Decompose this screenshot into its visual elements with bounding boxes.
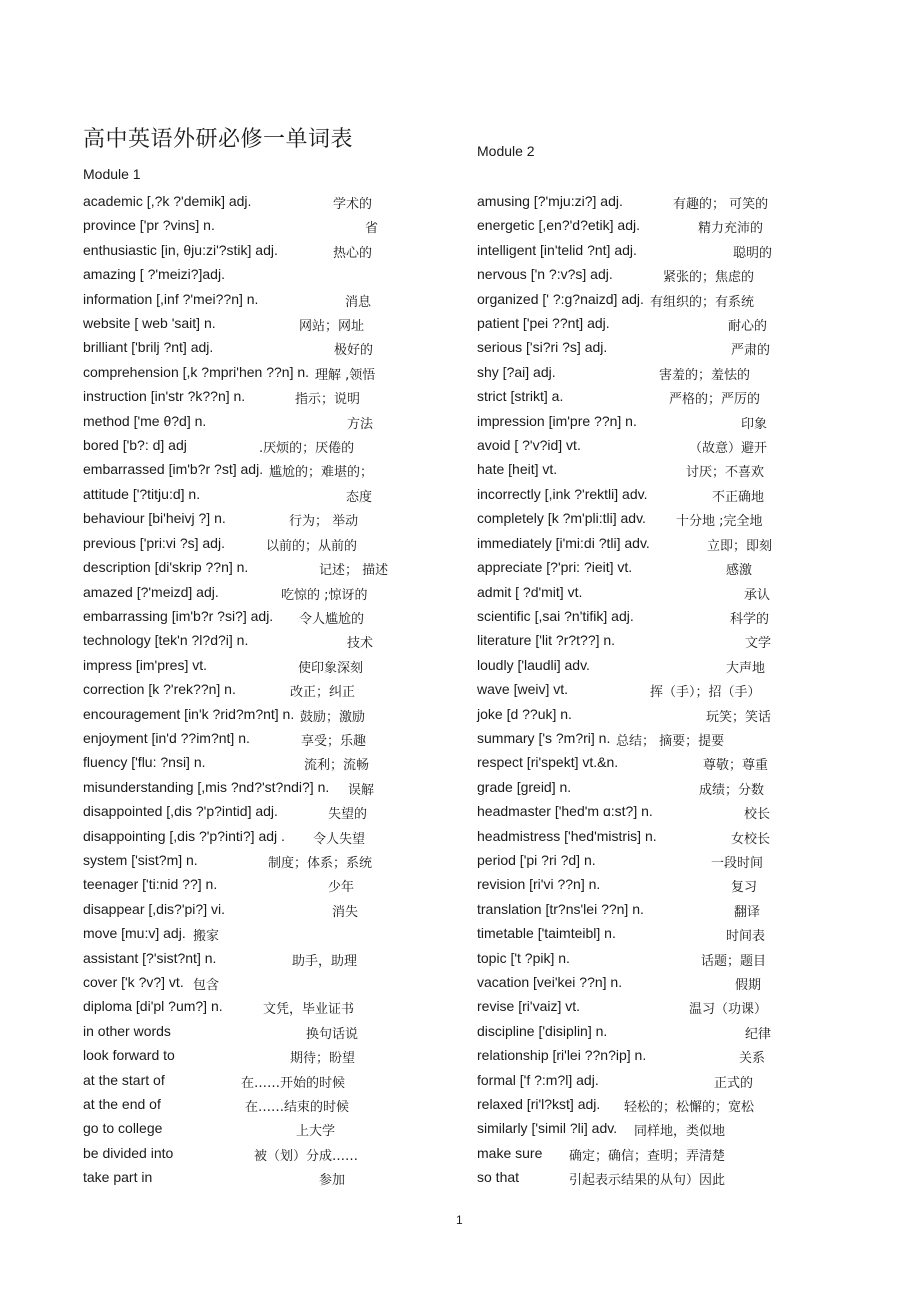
entry-meaning: 严格的；严厉的: [669, 392, 761, 408]
word-entry: [83, 336, 403, 360]
word-entry: [83, 898, 403, 922]
entry-meaning: 耐心的: [728, 319, 768, 335]
word-entry: [83, 1093, 403, 1117]
module-2-word-list: [477, 190, 797, 1191]
entry-word: embarrassed [im'b?r ?st] adj.: [83, 461, 264, 478]
word-entry: [477, 825, 797, 849]
entry-word: headmaster ['hed'm ɑ:st?] n.: [477, 803, 653, 820]
word-entry: [83, 507, 403, 531]
word-entry: [83, 995, 403, 1019]
entry-word: go to college: [83, 1120, 163, 1137]
entry-word: embarrassing [im'b?r ?si?] adj.: [83, 607, 274, 624]
entry-word: fluency ['flu: ?nsi] n.: [83, 754, 206, 771]
entry-meaning: 文凭，毕业证书: [263, 1002, 355, 1018]
word-entry: [83, 629, 403, 653]
entry-meaning: 尊敬；尊重: [703, 758, 769, 774]
entry-meaning: 正式的: [714, 1075, 754, 1091]
entry-word: comprehension [,k ?mpri'hen ??n] n.: [83, 363, 310, 380]
entry-word: impress [im'pres] vt.: [83, 656, 208, 673]
entry-meaning: 校长: [744, 807, 771, 823]
entry-meaning: 十分地 ;完全地: [676, 514, 763, 530]
entry-word: amazing [ ?'meizi?]adj.: [83, 266, 225, 283]
word-entry: [83, 1044, 403, 1068]
entry-meaning: 消息: [345, 294, 372, 310]
entry-word: academic [,?k ?'demik] adj.: [83, 193, 252, 209]
word-entry: [477, 776, 797, 800]
word-entry: [83, 214, 403, 238]
entry-meaning: 总结； 摘要；提要: [616, 733, 725, 749]
word-entry: [83, 800, 403, 824]
page-title: 高中英语外研必修一单词表: [83, 127, 354, 152]
word-entry: [477, 581, 797, 605]
entry-meaning: 有组织的；有系统: [650, 294, 755, 310]
entry-word: be divided into: [83, 1144, 174, 1161]
word-entry: [83, 605, 403, 629]
entry-word: behaviour [bi'heivj ?] n.: [83, 510, 226, 527]
word-entry: [477, 995, 797, 1019]
entry-meaning: 不正确地: [712, 489, 765, 505]
entry-word: assistant [?'sist?nt] n.: [83, 949, 217, 966]
entry-word: diploma [di'pl ?um?] n.: [83, 998, 223, 1015]
entry-meaning: 流利；流畅: [304, 758, 370, 774]
entry-word: nervous ['n ?:v?s] adj.: [477, 266, 613, 283]
entry-meaning: 改正；纠正: [290, 685, 356, 701]
entry-meaning: 尴尬的；难堪的；: [269, 465, 374, 481]
entry-word: hate [heit] vt.: [477, 461, 558, 478]
entry-meaning: 承认: [744, 587, 771, 603]
entry-meaning: 确定；确信；查明；弄清楚: [569, 1148, 726, 1164]
entry-meaning: 文学: [745, 636, 772, 652]
entry-meaning: 假期: [735, 978, 762, 993]
entry-word: disappointed [,dis ?'p?intid] adj.: [83, 803, 278, 820]
word-entry: [477, 288, 797, 312]
entry-meaning: 一段时间: [711, 855, 764, 871]
entry-meaning: 热心的: [333, 245, 373, 261]
entry-meaning: 消失: [332, 904, 359, 920]
entry-word: at the start of: [83, 1071, 165, 1088]
word-entry: [83, 1166, 403, 1190]
word-entry: [477, 971, 797, 995]
entry-word: amazed [?'meizd] adj.: [83, 583, 219, 600]
entry-meaning: 搬家: [193, 929, 220, 945]
word-entry: [477, 1142, 797, 1166]
entry-meaning: 网站；网址: [299, 319, 365, 335]
entry-word: similarly ['simil ?li] adv.: [477, 1120, 618, 1137]
word-entry: [83, 239, 403, 263]
entry-meaning: 女校长: [731, 831, 771, 847]
entry-word: so that: [477, 1169, 520, 1186]
entry-meaning: 省: [365, 221, 379, 237]
word-entry: [83, 825, 403, 849]
word-entry: [477, 873, 797, 897]
word-entry: [477, 629, 797, 653]
entry-word: loudly ['laudli] adv.: [477, 656, 590, 673]
entry-meaning: 换句话说: [306, 1026, 359, 1042]
entry-word: relationship [ri'lei ??n?ip] n.: [477, 1047, 647, 1064]
word-entry: [83, 263, 403, 287]
word-entry: [477, 239, 797, 263]
word-entry: [477, 703, 797, 727]
word-entry: [83, 971, 403, 995]
word-entry: [477, 898, 797, 922]
entry-meaning: 在……结束的时候: [245, 1100, 350, 1116]
word-entry: [477, 849, 797, 873]
entry-meaning: 精力充沛的: [698, 221, 764, 237]
entry-meaning: 上大学: [296, 1124, 336, 1140]
entry-word: information [,inf ?'mei??n] n.: [83, 290, 259, 307]
entry-word: disappointing [,dis ?'p?inti?] adj .: [83, 827, 285, 844]
word-entry: [83, 947, 403, 971]
word-entry: [477, 361, 797, 385]
word-entry: [477, 654, 797, 678]
entry-meaning: 学术的: [333, 197, 373, 212]
entry-meaning: 使印象深刻: [298, 660, 364, 676]
word-entry: [83, 556, 403, 580]
word-entry: [477, 922, 797, 946]
word-entry: [83, 458, 403, 482]
entry-meaning: （故意）避开: [689, 441, 768, 457]
word-entry: [83, 434, 403, 458]
entry-meaning: 感激: [726, 563, 753, 579]
entry-meaning: 引起表示结果的从句）因此: [569, 1173, 726, 1189]
entry-word: revise [ri'vaiz] vt.: [477, 998, 581, 1015]
word-entry: [477, 556, 797, 580]
entry-meaning: 印象: [741, 416, 768, 432]
entry-word: misunderstanding [,mis ?nd?'st?ndi?] n.: [83, 778, 330, 795]
entry-word: headmistress ['hed'mistris] n.: [477, 827, 657, 844]
entry-word: admit [ ?d'mit] vt.: [477, 583, 583, 600]
entry-word: brilliant ['brilj ?nt] adj.: [83, 339, 214, 356]
entry-word: energetic [,en?'d?etik] adj.: [477, 217, 641, 234]
entry-meaning: 方法: [347, 416, 374, 432]
word-entry: [477, 263, 797, 287]
entry-word: grade [greid] n.: [477, 778, 572, 795]
entry-meaning: 轻松的；松懈的；宽松: [624, 1100, 755, 1116]
word-entry: [477, 410, 797, 434]
word-entry: [83, 654, 403, 678]
entry-meaning: 讨厌；不喜欢: [686, 465, 765, 481]
entry-word: serious ['si?ri ?s] adj.: [477, 339, 608, 356]
entry-word: province ['pr ?vins] n.: [83, 217, 215, 234]
entry-word: amusing [?'mju:zi?] adj.: [477, 193, 623, 209]
entry-word: scientific [,sai ?n'tifik] adj.: [477, 607, 634, 624]
entry-meaning: 制度；体系；系统: [268, 855, 373, 871]
word-entry: [83, 751, 403, 775]
entry-word: patient ['pei ??nt] adj.: [477, 315, 610, 332]
word-entry: [83, 727, 403, 751]
entry-meaning: 少年: [328, 880, 355, 896]
entry-meaning: 紧张的；焦虑的: [663, 270, 755, 286]
word-entry: [83, 922, 403, 946]
entry-meaning: 技术: [347, 636, 374, 652]
word-entry: [477, 1044, 797, 1068]
entry-word: formal ['f ?:m?l] adj.: [477, 1071, 599, 1088]
word-entry: [477, 1093, 797, 1117]
module-1-word-list: [83, 190, 403, 1191]
entry-meaning: 温习（功课）: [689, 1002, 768, 1018]
entry-meaning: 挥（手）；招（手）: [650, 685, 761, 701]
entry-meaning: 科学的: [730, 611, 770, 627]
entry-meaning: 纪律: [745, 1026, 772, 1042]
entry-meaning: 复习: [731, 880, 758, 896]
word-entry: [477, 385, 797, 409]
entry-word: revision [ri'vi ??n] n.: [477, 876, 601, 893]
word-entry: [83, 1069, 403, 1093]
entry-meaning: 立即；即刻: [707, 538, 773, 554]
entry-word: bored ['b?: d] adj: [83, 437, 187, 454]
entry-word: strict [strikt] a.: [477, 388, 564, 405]
entry-word: look forward to: [83, 1047, 175, 1064]
word-entry: [477, 800, 797, 824]
entry-meaning: 吃惊的 ;惊讶的: [281, 587, 368, 603]
entry-word: website [ web 'sait] n.: [83, 315, 216, 332]
word-entry: [477, 1020, 797, 1044]
entry-meaning: 时间表: [726, 929, 766, 945]
word-entry: [83, 288, 403, 312]
entry-meaning: 被（划）分成……: [254, 1148, 359, 1164]
word-entry: [83, 385, 403, 409]
entry-word: move [mu:v] adj.: [83, 925, 186, 942]
entry-word: literature ['lit ?r?t??] n.: [477, 632, 616, 649]
entry-word: completely [k ?m'pli:tli] adv.: [477, 510, 646, 527]
word-entry: [83, 312, 403, 336]
entry-word: wave [weiv] vt.: [477, 681, 569, 698]
entry-word: period ['pi ?ri ?d] n.: [477, 851, 596, 868]
entry-word: organized [' ?:g?naizd] adj.: [477, 290, 644, 307]
entry-word: in other words: [83, 1022, 171, 1039]
entry-word: appreciate [?'pri: ?ieit] vt.: [477, 559, 633, 576]
entry-meaning: 翻译: [734, 904, 761, 920]
word-entry: [477, 1069, 797, 1093]
entry-meaning: 鼓励；激励: [300, 709, 366, 725]
entry-meaning: 失望的: [328, 807, 368, 823]
word-entry: [477, 214, 797, 238]
entry-word: instruction [in'str ?k??n] n.: [83, 388, 246, 405]
entry-word: respect [ri'spekt] vt.&n.: [477, 754, 619, 771]
entry-word: summary ['s ?m?ri] n.: [477, 729, 611, 746]
word-entry: [477, 483, 797, 507]
word-entry: [477, 605, 797, 629]
word-entry: [477, 532, 797, 556]
entry-word: previous ['pri:vi ?s] adj.: [83, 534, 225, 551]
entry-meaning: 令人尴尬的: [299, 611, 365, 627]
entry-word: joke [d ??uk] n.: [477, 705, 572, 722]
entry-meaning: 包含: [193, 978, 220, 993]
entry-word: cover ['k ?v?] vt.: [83, 974, 184, 990]
entry-meaning: 以前的；从前的: [266, 538, 358, 554]
entry-meaning: 严肃的: [731, 343, 771, 359]
entry-meaning: 在……开始的时候: [241, 1075, 346, 1091]
entry-word: attitude ['?titju:d] n.: [83, 485, 201, 502]
entry-word: incorrectly [,ink ?'rektli] adv.: [477, 485, 648, 502]
entry-word: avoid [ ?'v?id] vt.: [477, 437, 581, 454]
entry-word: correction [k ?'rek??n] n.: [83, 681, 236, 698]
word-entry: [477, 190, 797, 214]
word-entry: [83, 190, 403, 214]
entry-meaning: 话题；题目: [701, 953, 767, 969]
entry-meaning: 害羞的；羞怯的: [659, 367, 751, 383]
entry-meaning: 误解: [348, 782, 375, 798]
word-entry: [83, 1142, 403, 1166]
entry-word: discipline ['disiplin] n.: [477, 1022, 608, 1039]
entry-meaning: 同样地，类似地: [634, 1124, 726, 1140]
word-entry: [477, 727, 797, 751]
entry-meaning: 理解 ,领悟: [315, 367, 376, 383]
word-entry: [83, 581, 403, 605]
entry-meaning: 大声地: [726, 660, 766, 676]
word-entry: [83, 678, 403, 702]
entry-word: shy [?ai] adj.: [477, 363, 556, 380]
word-entry: [83, 703, 403, 727]
entry-word: system ['sist?m] n.: [83, 851, 198, 868]
entry-word: enjoyment [in'd ??im?nt] n.: [83, 729, 250, 746]
entry-meaning: 成绩；分数: [699, 782, 765, 798]
word-entry: [83, 873, 403, 897]
entry-word: intelligent [in'telid ?nt] adj.: [477, 241, 637, 258]
entry-meaning: 令人失望: [313, 831, 366, 847]
word-entry: [477, 751, 797, 775]
entry-word: enthusiastic [in, θju:zi'?stik] adj.: [83, 241, 278, 258]
word-entry: [477, 1117, 797, 1141]
word-entry: [477, 458, 797, 482]
entry-word: take part in: [83, 1169, 153, 1186]
entry-meaning: 关系: [739, 1051, 766, 1067]
entry-meaning: 记述； 描述: [319, 563, 389, 579]
entry-word: translation [tr?ns'lei ??n] n.: [477, 900, 644, 917]
entry-meaning: 助手，助理: [292, 953, 358, 969]
entry-word: teenager ['ti:nid ??] n.: [83, 876, 218, 893]
entry-word: topic ['t ?pik] n.: [477, 949, 570, 966]
word-entry: [83, 1117, 403, 1141]
entry-meaning: .厌烦的；厌倦的: [259, 441, 355, 457]
entry-word: relaxed [ri'l?kst] adj.: [477, 1096, 601, 1113]
entry-meaning: 态度: [346, 489, 373, 505]
word-entry: [477, 336, 797, 360]
word-entry: [83, 776, 403, 800]
word-entry: [83, 410, 403, 434]
word-entry: [477, 678, 797, 702]
entry-word: disappear [,dis?'pi?] vi.: [83, 900, 225, 917]
word-entry: [83, 1020, 403, 1044]
word-entry: [477, 1166, 797, 1190]
entry-word: immediately [i'mi:di ?tli] adv.: [477, 534, 650, 551]
word-entry: [477, 312, 797, 336]
word-entry: [83, 532, 403, 556]
entry-word: vacation [vei'kei ??n] n.: [477, 974, 623, 990]
entry-meaning: 享受；乐趣: [301, 733, 367, 749]
word-entry: [477, 507, 797, 531]
entry-meaning: 行为； 举动: [289, 514, 359, 530]
module-2-heading: Module 2: [477, 143, 535, 159]
entry-word: technology [tek'n ?l?d?i] n.: [83, 632, 249, 649]
entry-word: impression [im'pre ??n] n.: [477, 412, 637, 429]
word-entry: [83, 483, 403, 507]
entry-word: make sure: [477, 1144, 543, 1161]
word-entry: [477, 434, 797, 458]
entry-meaning: 玩笑；笑话: [706, 709, 772, 725]
entry-meaning: 参加: [319, 1173, 346, 1189]
word-entry: [83, 849, 403, 873]
entry-meaning: 指示；说明: [295, 392, 361, 408]
entry-meaning: 聪明的: [733, 245, 773, 261]
entry-meaning: 有趣的； 可笑的: [673, 197, 769, 212]
entry-word: at the end of: [83, 1096, 161, 1113]
entry-word: method ['me θ?d] n.: [83, 412, 207, 429]
entry-meaning: 期待；盼望: [290, 1051, 356, 1067]
page-number: 1: [456, 1213, 463, 1227]
word-entry: [83, 361, 403, 385]
entry-word: encouragement [in'k ?rid?m?nt] n.: [83, 705, 295, 722]
module-1-heading: Module 1: [83, 166, 141, 182]
word-entry: [477, 947, 797, 971]
entry-word: description [di'skrip ??n] n.: [83, 559, 249, 576]
entry-meaning: 极好的: [334, 343, 374, 359]
entry-word: timetable ['taimteibl] n.: [477, 925, 616, 942]
